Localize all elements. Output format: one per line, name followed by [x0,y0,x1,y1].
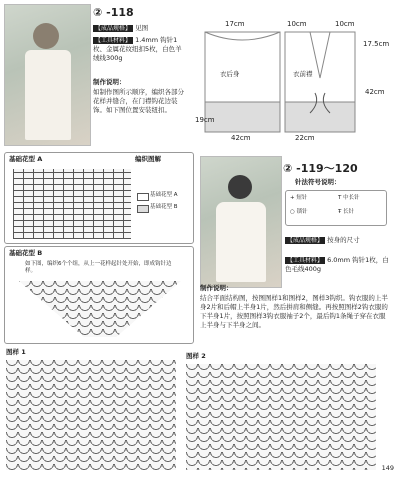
basic-a-title: 基础花型 A [9,155,43,163]
symbols-box [285,190,387,226]
right-tool-block [285,256,395,274]
right-tool-label: 【工具材料】 [287,257,324,264]
symbol-1 [290,195,307,202]
schematic-svg [195,18,395,148]
chart-title: 编织图解 [135,155,161,163]
symbol-3-name: 锁针 [296,209,308,215]
symbol-2 [338,195,360,202]
pattern-b-chart [19,281,181,337]
instructions-title: 制作说明： [93,78,126,86]
legend-swatch-a [137,193,149,201]
legend-a: 基础花型 A [150,192,178,198]
figure-2-chart [186,364,376,470]
top-front-dim-2: 10cm [335,20,355,28]
front-label: 衣前襟 [293,70,313,78]
height-dim: 42cm [365,88,385,96]
symbol-2-name: 中长针 [343,195,360,201]
pattern-code-118: ② -118 [93,6,134,19]
hair-shape [228,175,252,199]
top-front-dim-1: 10cm [287,20,307,28]
top-shape [216,202,266,282]
instructions-text: 如制作图所示顺序，编织各部分花样并缝合，在门襟钩花边装饰。如下图位置安装纽扣。 [93,88,184,114]
figure-1-title: 图样 1 [6,348,26,356]
symbol-1-mark: + [290,195,295,201]
right-tool-value: 6.0mm 钩针1枚，白色毛线400g [285,256,389,273]
basic-pattern-a-box [4,152,194,244]
page-number: 149 [381,464,394,472]
symbol-4-name: 长针 [343,209,355,215]
bottom-front-dim: 22cm [295,134,315,142]
basic-b-note: 如下图，编织6个个组，从上一花样起针处开始，即成钩针边样。 [25,261,172,274]
pattern-a-chart [13,169,131,239]
right-spec-value: 按身的尺寸 [327,236,360,244]
hat-shape [33,23,59,49]
figure-2-title: 图样 2 [186,352,206,360]
symbols-title: 针法符号说明： [295,178,341,186]
legend-swatch-b [137,205,149,213]
basic-pattern-b-box [4,246,194,344]
spec-label: 【成品规格】 [95,25,132,32]
symbol-4-mark: Ŧ [338,209,342,215]
side-dim: 17.5cm [363,40,390,48]
symbol-1-name: 短针 [296,195,308,201]
front-bottom [285,102,355,132]
symbol-2-mark: T [338,195,342,201]
pattern-code-119: ② -119～120 [283,162,358,175]
garment-schematic [195,18,395,148]
tool-value: 1.4mm 钩针1枚、金属花纹纽扣5枚，白色羊绒线300g [93,36,182,62]
model-photo-2 [200,156,282,288]
figure-1-chart [6,360,176,470]
tool-label: 【工具材料】 [95,37,132,44]
bottom-back-dim: 42cm [231,134,251,142]
symbol-3 [290,209,308,216]
right-instructions-title: 制作说明： [200,284,233,292]
right-instructions-text: 结合平面结构图，按图图样1和图样2，图样3钩织。钩衣服的上半身2片和后帽上半身1片，然后拼肩和侧缝。再按照图样2钩衣服的下半身1片，按照图样3钩衣服袖子2个，最后钩1条绳子穿在衣服上半身与下半身之间。 [200,294,388,329]
right-spec-block [285,236,395,245]
waist-dim: 19cm [195,116,215,124]
legend-b: 基础花型 B [150,204,178,210]
right-spec-label: 【成品规格】 [287,237,324,244]
symbol-4 [338,209,354,216]
back-label: 衣后身 [220,70,240,78]
symbol-3-mark: ○ [290,209,295,215]
model-photo-1 [4,4,91,146]
spec-value: 见图 [135,24,149,32]
cardigan-shape [25,50,71,140]
back-bottom [205,102,280,132]
basic-b-title: 基础花型 B [9,249,43,257]
spec-block [93,24,188,33]
tool-block [93,36,188,63]
top-back-dim: 17cm [225,20,245,28]
